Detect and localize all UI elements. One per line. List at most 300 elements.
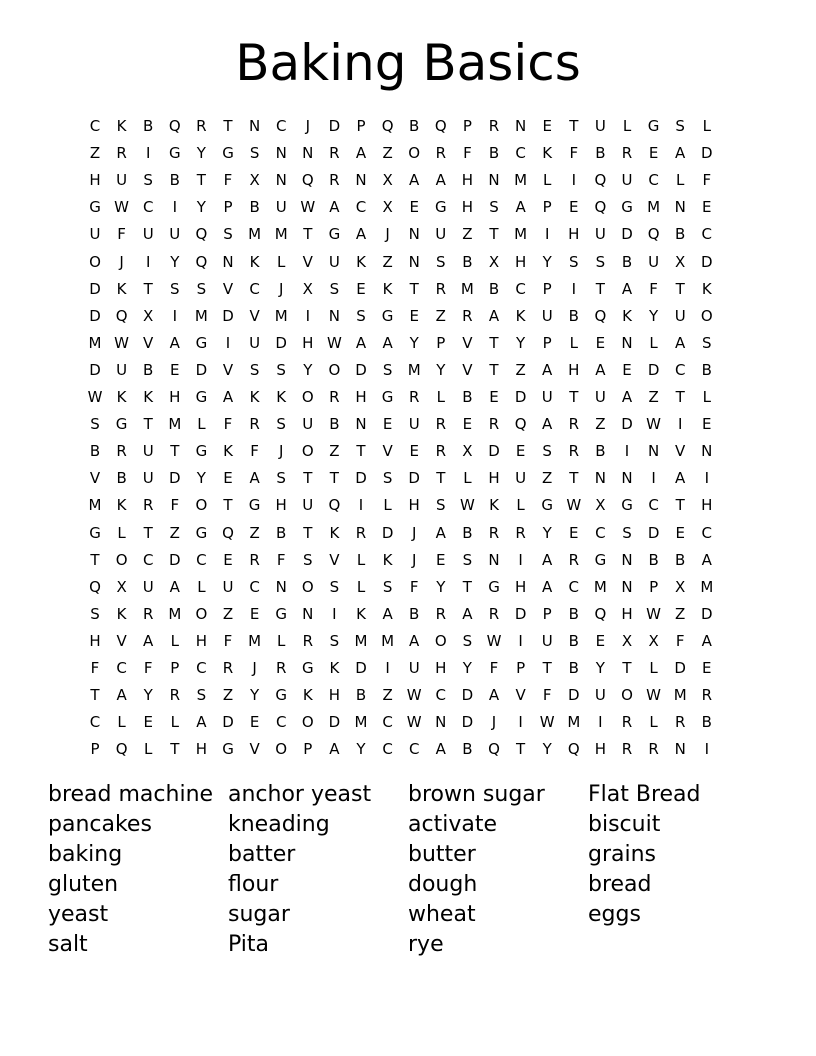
grid-letter: R — [142, 604, 154, 623]
grid-letter: L — [356, 550, 366, 569]
grid-letter: Y — [649, 306, 659, 325]
grid-letter: E — [170, 360, 180, 379]
grid-letter: Q — [647, 225, 660, 244]
grid-letter: I — [385, 659, 390, 677]
grid-letter: P — [170, 659, 180, 677]
grid-letter: D — [647, 360, 660, 379]
grid-letter: C — [382, 713, 393, 732]
grid-letter: Q — [434, 117, 447, 135]
grid-letter: B — [621, 252, 633, 271]
grid-letter: L — [117, 713, 126, 732]
grid-letter: S — [382, 577, 393, 596]
grid-letter: R — [116, 144, 127, 163]
grid-letter: A — [435, 523, 446, 542]
grid-letter: M — [248, 631, 262, 650]
grid-letter: E — [489, 388, 499, 406]
grid-letter: R — [621, 144, 633, 163]
grid-letter: A — [435, 171, 446, 190]
grid-letter: D — [89, 360, 101, 379]
grid-letter: M — [407, 360, 421, 379]
grid-letter: R — [329, 171, 340, 190]
word-bank-item: flour — [228, 872, 279, 897]
grid-letter: M — [514, 171, 528, 190]
grid-letter: M — [354, 631, 368, 650]
grid-letter: X — [302, 279, 313, 298]
grid-letter: A — [169, 577, 180, 596]
grid-letter: S — [462, 631, 473, 650]
grid-letter: T — [436, 469, 446, 488]
grid-letter: J — [491, 713, 497, 732]
grid-letter: K — [223, 442, 233, 461]
grid-letter: M — [168, 415, 182, 434]
grid-letter: B — [568, 631, 579, 650]
grid-letter: N — [514, 117, 527, 135]
grid-letter: X — [675, 577, 686, 596]
word-bank-item: rye — [408, 932, 444, 957]
grid-letter: T — [303, 523, 313, 542]
grid-letter: D — [195, 360, 208, 379]
grid-letter: T — [356, 442, 366, 461]
grid-letter: D — [514, 604, 527, 623]
grid-letter: S — [675, 117, 685, 135]
grid-letter: A — [222, 388, 234, 406]
grid-letter: A — [621, 279, 633, 298]
grid-letter: U — [541, 631, 553, 650]
letter-grid — [82, 113, 742, 761]
grid-letter: R — [488, 604, 500, 623]
grid-letter: U — [408, 659, 420, 677]
grid-letter: K — [622, 306, 632, 325]
grid-letter: E — [702, 659, 712, 677]
grid-letter: L — [197, 577, 206, 596]
grid-letter: K — [116, 117, 127, 135]
grid-letter: M — [460, 279, 474, 298]
grid-letter: K — [489, 496, 499, 515]
grid-letter: D — [701, 252, 713, 271]
grid-letter: E — [436, 550, 446, 569]
grid-letter: P — [542, 604, 552, 623]
grid-letter: A — [595, 360, 606, 379]
grid-letter: W — [326, 333, 342, 352]
grid-letter: U — [142, 577, 154, 596]
grid-letter: Q — [115, 306, 128, 325]
grid-letter: V — [222, 279, 234, 298]
grid-letter: T — [675, 496, 685, 515]
grid-letter: C — [249, 577, 260, 596]
grid-letter: A — [515, 198, 526, 217]
grid-letter: I — [544, 225, 550, 244]
grid-letter: F — [489, 659, 499, 677]
grid-letter: E — [675, 523, 685, 542]
grid-letter: D — [381, 523, 394, 542]
grid-letter: D — [89, 279, 101, 298]
grid-letter: H — [302, 333, 314, 352]
grid-letter: L — [649, 713, 658, 732]
grid-letter: A — [382, 604, 393, 623]
grid-letter: U — [142, 469, 154, 488]
grid-letter: R — [329, 388, 340, 406]
grid-letter: F — [223, 631, 233, 650]
grid-letter: X — [675, 252, 686, 271]
grid-letter: B — [648, 550, 659, 569]
grid-letter: T — [170, 442, 180, 461]
grid-letter: H — [169, 388, 181, 406]
grid-letter: D — [355, 659, 367, 677]
grid-letter: T — [569, 388, 579, 406]
grid-letter: G — [195, 333, 208, 352]
grid-letter: R — [329, 144, 340, 163]
grid-letter: R — [648, 740, 659, 759]
grid-letter: R — [515, 523, 526, 542]
grid-letter: E — [462, 415, 473, 434]
grid-letter: Z — [515, 360, 526, 379]
grid-letter: S — [276, 360, 286, 379]
grid-letter: U — [302, 496, 314, 515]
grid-letter: R — [275, 659, 287, 677]
grid-letter: L — [463, 469, 472, 488]
grid-letter: L — [117, 523, 126, 542]
grid-letter: I — [518, 550, 523, 569]
grid-letter: N — [621, 333, 633, 352]
grid-letter: B — [701, 713, 712, 732]
grid-letter: K — [515, 306, 526, 325]
grid-letter: B — [462, 740, 473, 759]
grid-letter: Z — [89, 144, 101, 163]
grid-letter: S — [436, 496, 446, 515]
grid-letter: X — [116, 577, 127, 596]
grid-letter: L — [702, 388, 711, 406]
grid-letter: S — [489, 198, 499, 217]
grid-letter: I — [704, 469, 710, 488]
grid-letter: C — [142, 550, 154, 569]
grid-letter: U — [621, 171, 633, 190]
grid-letter: V — [249, 306, 260, 325]
grid-letter: V — [89, 469, 101, 488]
grid-letter: O — [434, 631, 447, 650]
grid-letter: R — [435, 279, 447, 298]
grid-letter: F — [542, 686, 552, 705]
grid-letter: Q — [381, 117, 394, 135]
grid-letter: U — [249, 333, 261, 352]
word-bank-column — [408, 780, 588, 960]
grid-letter: I — [172, 306, 178, 325]
grid-letter: R — [169, 686, 181, 705]
grid-letter: O — [275, 740, 288, 759]
grid-letter: H — [621, 604, 633, 623]
grid-letter: C — [515, 279, 526, 298]
grid-letter: B — [488, 279, 500, 298]
grid-letter: N — [701, 442, 713, 461]
grid-letter: K — [249, 388, 260, 406]
grid-letter: B — [568, 604, 579, 623]
grid-letter: A — [329, 198, 340, 217]
grid-letter: E — [143, 713, 153, 732]
grid-letter: C — [382, 740, 393, 759]
grid-letter: W — [87, 388, 103, 406]
grid-letter: V — [143, 333, 154, 352]
grid-letter: D — [621, 225, 633, 244]
grid-letter: Y — [250, 686, 260, 705]
grid-letter: W — [406, 686, 422, 705]
grid-letter: A — [701, 631, 712, 650]
grid-letter: Z — [169, 523, 180, 542]
grid-letter: I — [704, 740, 710, 759]
grid-letter: J — [278, 279, 284, 298]
word-bank-item: eggs — [588, 902, 641, 927]
grid-letter: G — [541, 496, 553, 515]
grid-letter: O — [328, 360, 341, 379]
grid-letter: G — [89, 523, 101, 542]
grid-letter: B — [568, 306, 579, 325]
grid-letter: G — [195, 523, 208, 542]
grid-letter: R — [142, 496, 154, 515]
grid-letter: F — [170, 496, 180, 515]
grid-letter: O — [195, 496, 208, 515]
grid-letter: S — [276, 469, 286, 488]
grid-letter: Q — [328, 496, 341, 515]
grid-letter: E — [595, 631, 606, 650]
grid-letter: U — [541, 388, 553, 406]
grid-letter: I — [145, 144, 151, 163]
grid-letter: D — [514, 388, 527, 406]
grid-letter: K — [701, 279, 712, 298]
grid-letter: F — [250, 442, 259, 461]
grid-letter: T — [542, 659, 552, 677]
grid-letter: J — [305, 117, 311, 135]
grid-letter: I — [571, 279, 577, 298]
word-bank-column — [228, 780, 408, 960]
grid-letter: A — [701, 550, 712, 569]
grid-letter: V — [515, 686, 526, 705]
grid-letter: J — [252, 659, 257, 677]
grid-letter: U — [541, 306, 553, 325]
grid-letter: Q — [594, 306, 607, 325]
grid-letter: N — [328, 306, 340, 325]
grid-letter: T — [569, 469, 579, 488]
grid-letter: C — [568, 577, 580, 596]
grid-letter: Y — [542, 252, 552, 271]
grid-letter: M — [354, 713, 368, 732]
grid-letter: R — [435, 604, 447, 623]
grid-letter: A — [196, 713, 207, 732]
grid-letter: P — [649, 577, 659, 596]
grid-letter: N — [355, 415, 367, 434]
grid-letter: G — [647, 117, 660, 135]
grid-letter: Q — [115, 740, 128, 759]
grid-letter: H — [514, 577, 527, 596]
grid-letter: G — [248, 496, 261, 515]
grid-letter: T — [223, 117, 233, 135]
grid-letter: M — [88, 496, 102, 515]
grid-letter: A — [249, 469, 260, 488]
grid-letter: Z — [222, 604, 234, 623]
grid-letter: U — [116, 360, 128, 379]
grid-letter: P — [542, 333, 552, 352]
grid-letter: D — [461, 713, 474, 732]
grid-letter: G — [594, 550, 607, 569]
grid-letter: L — [277, 631, 286, 650]
word-bank-item: activate — [408, 812, 497, 837]
grid-letter: C — [142, 198, 154, 217]
grid-letter: S — [382, 360, 393, 379]
grid-letter: Y — [462, 659, 472, 677]
grid-letter: D — [621, 415, 633, 434]
grid-letter: I — [145, 252, 151, 271]
grid-letter: S — [569, 252, 579, 271]
grid-letter: R — [568, 442, 580, 461]
grid-letter: B — [568, 659, 579, 677]
grid-letter: B — [595, 144, 606, 163]
grid-letter: E — [356, 279, 366, 298]
grid-letter: H — [568, 360, 580, 379]
grid-letter: S — [382, 469, 393, 488]
grid-letter: F — [223, 415, 233, 434]
grid-letter: L — [277, 252, 286, 271]
grid-letter: E — [622, 360, 632, 379]
grid-letter: Z — [675, 604, 686, 623]
grid-letter: H — [195, 631, 208, 650]
grid-letter: A — [329, 740, 340, 759]
grid-letter: H — [568, 225, 580, 244]
grid-letter: F — [569, 144, 579, 163]
grid-letter: S — [249, 360, 260, 379]
grid-letter: X — [143, 306, 154, 325]
grid-letter: I — [651, 469, 656, 488]
grid-letter: F — [463, 144, 472, 163]
grid-letter: L — [144, 740, 153, 759]
grid-letter: D — [701, 144, 713, 163]
grid-letter: H — [89, 631, 101, 650]
grid-letter: D — [647, 523, 660, 542]
grid-letter: G — [381, 388, 394, 406]
grid-letter: S — [276, 415, 286, 434]
grid-letter: N — [674, 740, 686, 759]
grid-letter: C — [515, 144, 526, 163]
grid-letter: U — [594, 225, 606, 244]
grid-letter: T — [143, 523, 153, 542]
grid-letter: P — [356, 117, 366, 135]
grid-letter: H — [594, 740, 607, 759]
grid-letter: I — [598, 713, 603, 732]
grid-letter: R — [568, 415, 580, 434]
grid-letter: J — [411, 523, 417, 542]
grid-letter: T — [569, 117, 579, 135]
grid-letter: Y — [196, 144, 206, 163]
grid-letter: K — [116, 604, 127, 623]
grid-letter: Z — [382, 144, 393, 163]
word-bank-item: pancakes — [48, 812, 152, 837]
grid-letter: F — [675, 631, 685, 650]
grid-letter: U — [142, 225, 154, 244]
grid-letter: G — [621, 198, 633, 217]
grid-letter: A — [409, 631, 420, 650]
grid-letter: U — [594, 117, 606, 135]
grid-letter: S — [329, 577, 340, 596]
grid-letter: K — [356, 604, 366, 623]
grid-letter: D — [275, 333, 287, 352]
grid-letter: S — [249, 144, 260, 163]
grid-letter: S — [329, 631, 340, 650]
grid-letter: L — [622, 117, 632, 135]
grid-letter: H — [488, 469, 500, 488]
grid-letter: N — [674, 198, 686, 217]
word-bank-item: bread — [588, 872, 652, 897]
grid-letter: M — [274, 225, 288, 244]
grid-letter: U — [89, 225, 101, 244]
grid-letter: X — [621, 631, 633, 650]
grid-letter: Z — [435, 306, 446, 325]
grid-letter: A — [675, 333, 686, 352]
grid-letter: A — [675, 469, 686, 488]
grid-letter: T — [675, 279, 685, 298]
grid-letter: S — [170, 279, 180, 298]
grid-letter: E — [409, 198, 419, 217]
grid-letter: U — [302, 415, 314, 434]
grid-letter: C — [89, 713, 101, 732]
grid-letter: R — [302, 631, 314, 650]
grid-letter: E — [569, 198, 579, 217]
grid-letter: K — [382, 279, 393, 298]
grid-letter: Q — [195, 252, 208, 271]
grid-letter: B — [116, 469, 127, 488]
grid-letter: R — [701, 686, 713, 705]
grid-letter: H — [328, 686, 341, 705]
grid-letter: T — [90, 550, 100, 569]
grid-letter: U — [594, 686, 606, 705]
grid-letter: A — [409, 171, 420, 190]
grid-letter: U — [408, 415, 420, 434]
grid-letter: L — [170, 713, 179, 732]
grid-letter: N — [275, 144, 287, 163]
grid-letter: X — [382, 198, 393, 217]
grid-letter: N — [302, 604, 314, 623]
grid-letter: J — [385, 225, 390, 244]
grid-letter: D — [488, 442, 500, 461]
grid-letter: I — [518, 631, 523, 650]
grid-letter: E — [409, 306, 419, 325]
word-bank-item: biscuit — [588, 812, 661, 837]
grid-letter: A — [355, 333, 367, 352]
grid-letter: U — [594, 388, 606, 406]
grid-letter: P — [516, 659, 526, 677]
grid-letter: V — [302, 252, 313, 271]
grid-letter: E — [223, 550, 233, 569]
grid-letter: A — [542, 360, 553, 379]
grid-letter: H — [408, 496, 420, 515]
grid-letter: Y — [196, 469, 206, 488]
grid-letter: W — [114, 333, 130, 352]
grid-letter: T — [489, 333, 499, 352]
grid-letter: A — [382, 333, 393, 352]
grid-letter: Z — [462, 225, 473, 244]
grid-letter: H — [514, 252, 527, 271]
grid-letter: N — [488, 171, 500, 190]
grid-letter: C — [89, 117, 101, 135]
grid-letter: P — [436, 333, 446, 352]
grid-letter: B — [462, 523, 473, 542]
grid-letter: R — [435, 415, 447, 434]
word-bank-column — [48, 780, 228, 960]
grid-letter: H — [435, 659, 447, 677]
word-bank-item: Pita — [228, 932, 270, 957]
grid-letter: M — [274, 306, 288, 325]
grid-letter: U — [116, 171, 128, 190]
grid-letter: A — [143, 631, 154, 650]
grid-letter: Q — [594, 198, 607, 217]
grid-letter: T — [143, 415, 153, 434]
grid-letter: T — [489, 360, 499, 379]
grid-letter: V — [329, 550, 340, 569]
